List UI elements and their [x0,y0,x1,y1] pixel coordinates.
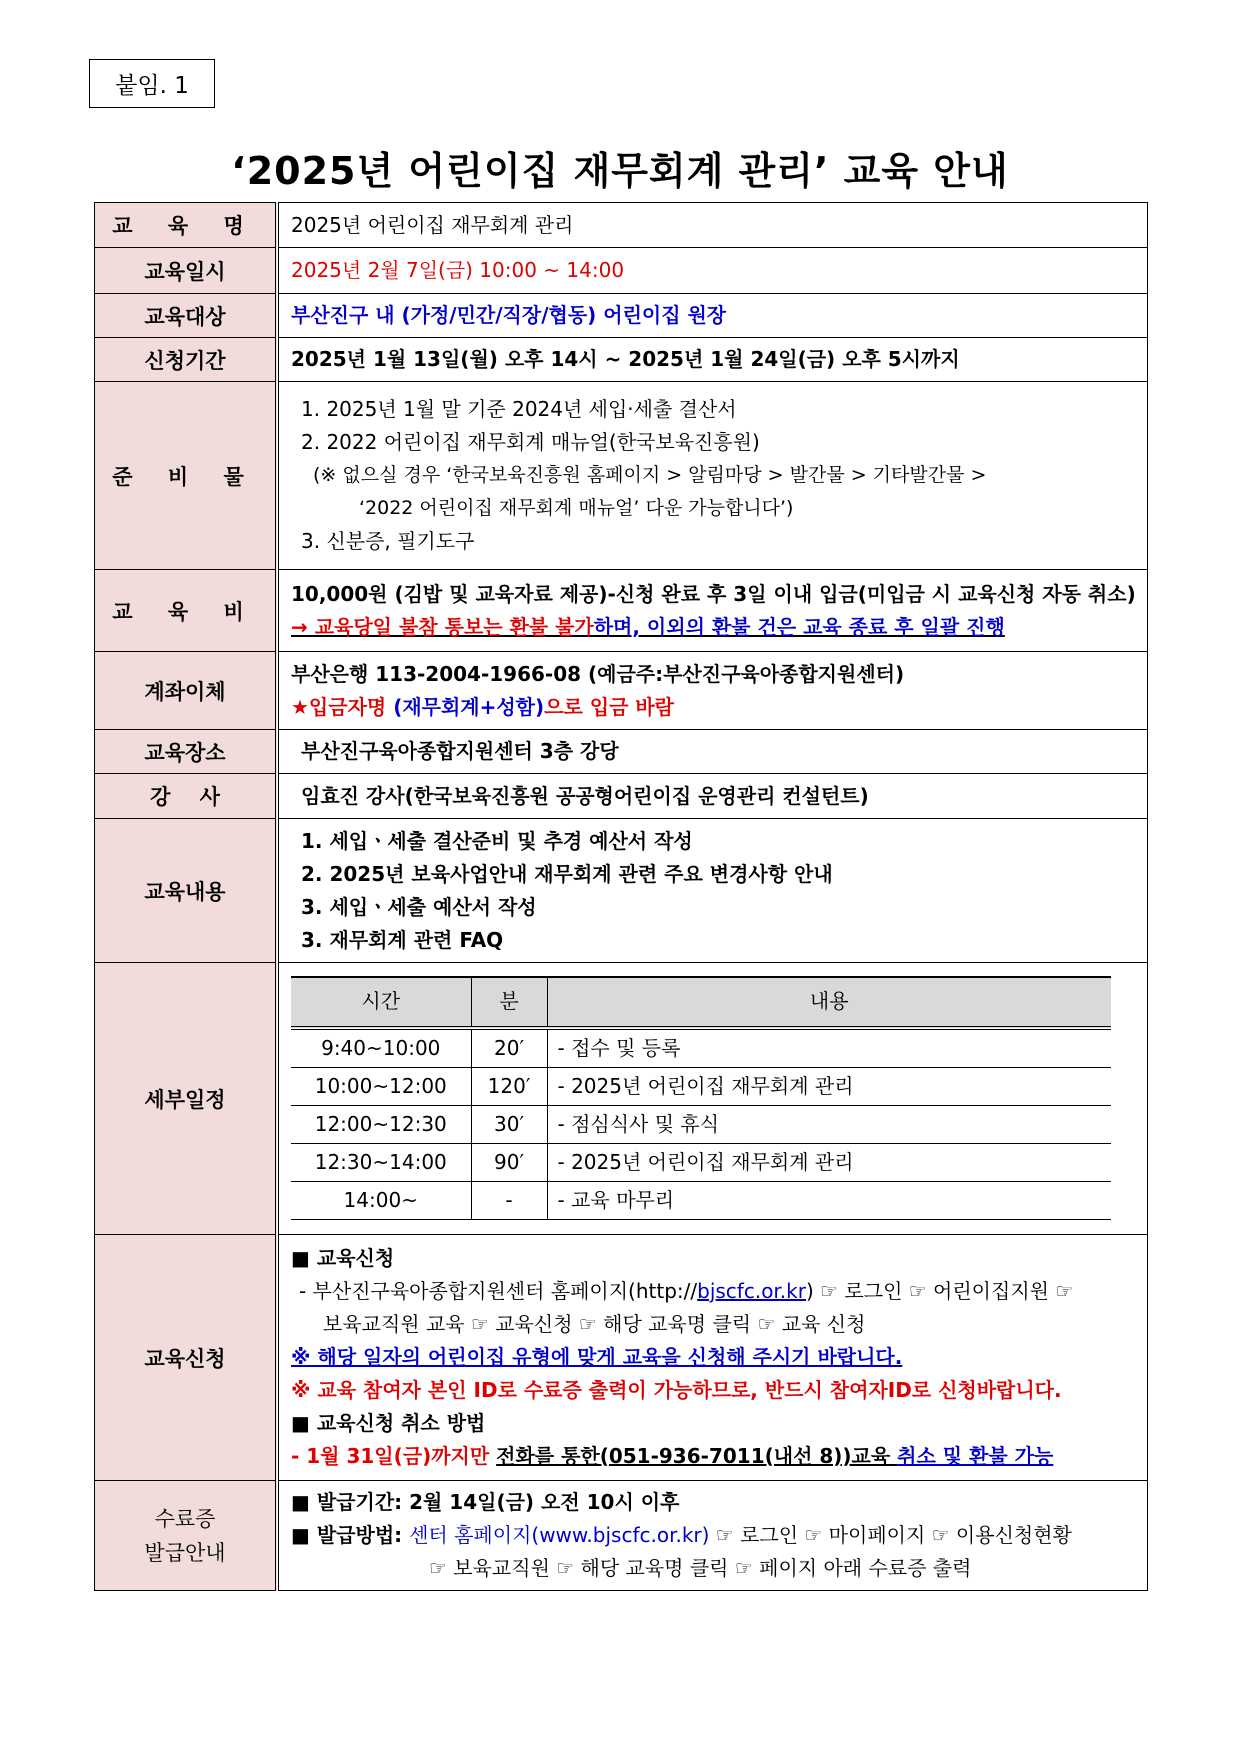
row-apply [95,1235,1148,1481]
row-date [95,248,1148,294]
schedule-minutes: 30′ [471,1105,547,1143]
row-period [95,338,1148,382]
value-content [277,819,1148,963]
value-lecturer [277,774,1148,819]
account-line-1: 부산은행 113-2004-1966-08 (예금주:부산진구육아종합지원센터) [291,661,905,686]
schedule-desc: - 교육 마무리 [547,1181,1111,1219]
row-name [95,203,1148,248]
lecturer-text: 임효진 강사(한국보육진흥원 공공형어린이집 운영관리 컨설턴트) [301,783,869,808]
schedule-minutes: 20′ [471,1028,547,1068]
value-account [277,652,1148,730]
content-item: 3. 재무회계 관련 FAQ [301,927,504,952]
label-place: 교육장소 [95,730,278,774]
apply-steps-mid: ) ☞ 로그인 ☞ 어린이집지원 ☞ [805,1279,1074,1303]
cert-period: ■ 발급기간: 2월 14일(금) 오전 10시 이후 [291,1490,680,1514]
fee-line-1: 10,000원 (김밥 및 교육자료 제공)-신청 완료 후 3일 이내 입금(미입금 시 교육신청 자동 취소) [291,581,1136,606]
value-name: 2025년 어린이집 재무회계 관리 [277,203,1148,248]
apply-heading: ■ 교육신청 [291,1246,395,1270]
content-item: 1. 세입ㆍ세출 결산준비 및 추경 예산서 작성 [301,828,693,853]
schedule-desc: - 2025년 어린이집 재무회계 관리 [547,1067,1111,1105]
cert-site: 센터 홈페이지(www.bjscfc.or.kr) [409,1523,710,1547]
label-cert [95,1481,278,1591]
schedule-row [291,1143,1111,1181]
label-content: 교육내용 [95,819,278,963]
schedule-desc: - 2025년 어린이집 재무회계 관리 [547,1143,1111,1181]
value-period: 2025년 1월 13일(월) 오후 14시 ~ 2025년 1월 24일(금) 오후 5시까지 [277,338,1148,382]
cert-method-label: ■ 발급방법: [291,1523,410,1547]
row-lecturer [95,774,1148,819]
content-item: 2. 2025년 보육사업안내 재무회계 관련 주요 변경사항 안내 [301,861,833,886]
prep-item-1: 1. 2025년 1월 말 기준 2024년 세입·세출 결산서 [301,397,737,421]
row-schedule [95,963,1148,1235]
attachment-label: 붙임. 1 [89,59,215,108]
page-title: ‘2025년 어린이집 재무회계 관리’ 교육 안내 [231,149,1009,193]
schedule-time: 14:00~ [291,1181,471,1219]
cancel-deadline: - 1월 31일(금)까지만 [291,1444,497,1468]
label-cert-line-1: 수료증 [154,1506,216,1531]
account-depositor-format: (재무회계+성함) [393,694,545,719]
row-cert [95,1481,1148,1591]
schedule-time: 12:30~14:00 [291,1143,471,1181]
row-place [95,730,1148,774]
cert-steps-1: ☞ 로그인 ☞ 마이페이지 ☞ 이용신청현황 [709,1523,1072,1547]
schedule-desc: - 접수 및 등록 [547,1028,1111,1068]
fee-refund-note: 하며, 이외의 환불 건은 교육 종료 후 일괄 진행 [593,614,1005,639]
content-item: 3. 세입ㆍ세출 예산서 작성 [301,894,537,919]
value-prep [277,382,1148,570]
cancel-refund: 취소 및 환불 가능 [897,1444,1054,1468]
fee-no-refund: → 교육당일 불참 통보는 환불 불가 [291,614,594,639]
schedule-time: 12:00~12:30 [291,1105,471,1143]
cert-steps-2: ☞ 보육교직원 ☞ 해당 교육명 클릭 ☞ 페이지 아래 수료증 출력 [429,1556,972,1580]
prep-item-2: 2. 2022 어린이집 재무회계 매뉴얼(한국보육진흥원) [301,430,760,454]
row-target [95,294,1148,338]
apply-note-id: ※ 교육 참여자 본인 ID로 수료증 출력이 가능하므로, 반드시 참여자ID로 신청바랍니다. [291,1378,1062,1402]
apply-steps-end: 보육교직원 교육 ☞ 교육신청 ☞ 해당 교육명 클릭 ☞ 교육 신청 [323,1312,866,1336]
label-target: 교육대상 [95,294,278,338]
label-period: 신청기간 [95,338,278,382]
label-fee: 교 육 비 [95,570,278,652]
row-account [95,652,1148,730]
schedule-table [291,976,1111,1220]
schedule-minutes: 120′ [471,1067,547,1105]
prep-note-2: ‘2022 어린이집 재무회계 매뉴얼’ 다운 가능합니다’) [359,497,794,519]
schedule-minutes: 90′ [471,1143,547,1181]
value-schedule [277,963,1148,1235]
schedule-row [291,1028,1111,1068]
label-schedule: 세부일정 [95,963,278,1235]
prep-item-3: 3. 신분증, 필기도구 [301,529,475,553]
schedule-desc: - 점심식사 및 휴식 [547,1105,1111,1143]
apply-steps-start: - 부산진구육아종합지원센터 홈페이지(http:// [299,1279,698,1303]
schedule-row [291,1067,1111,1105]
label-cert-line-2: 발급안내 [144,1540,226,1565]
value-fee [277,570,1148,652]
schedule-header-content: 내용 [547,977,1111,1028]
schedule-time: 10:00~12:00 [291,1067,471,1105]
schedule-time: 9:40~10:00 [291,1028,471,1068]
label-date: 교육일시 [95,248,278,294]
schedule-header-time: 시간 [291,977,471,1028]
label-account: 계좌이체 [95,652,278,730]
label-name: 교 육 명 [95,203,278,248]
prep-note-1: (※ 없으실 경우 ‘한국보육진흥원 홈페이지 > 알림마당 > 발간물 > 기타발간물 > [313,464,987,486]
value-cert [277,1481,1148,1591]
account-depositor-tail: 으로 입금 바람 [544,694,675,719]
label-prep: 준 비 물 [95,382,278,570]
place-text: 부산진구육아종합지원센터 3층 강당 [301,739,619,763]
schedule-row [291,1105,1111,1143]
cancel-heading: ■ 교육신청 취소 방법 [291,1411,486,1435]
info-table [94,202,1148,1591]
value-place [277,730,1148,774]
apply-note-type: ※ 해당 일자의 어린이집 유형에 맞게 교육을 신청해 주시기 바랍니다. [291,1345,903,1369]
row-content [95,819,1148,963]
value-date: 2025년 2월 7일(금) 10:00 ~ 14:00 [277,248,1148,294]
schedule-row [291,1181,1111,1219]
label-apply: 교육신청 [95,1235,278,1481]
apply-site-link[interactable]: bjscfc.or.kr [697,1279,806,1303]
schedule-header-minutes: 분 [471,977,547,1028]
value-target: 부산진구 내 (가정/민간/직장/협동) 어린이집 원장 [277,294,1148,338]
row-prep [95,382,1148,570]
row-fee [95,570,1148,652]
account-depositor-label: ★입금자명 [291,694,394,719]
value-apply [277,1235,1148,1481]
label-lecturer: 강 사 [95,774,278,819]
cancel-phone: 전화를 통한(051-936-7011(내선 8))교육 [496,1444,898,1468]
schedule-minutes: - [471,1181,547,1219]
